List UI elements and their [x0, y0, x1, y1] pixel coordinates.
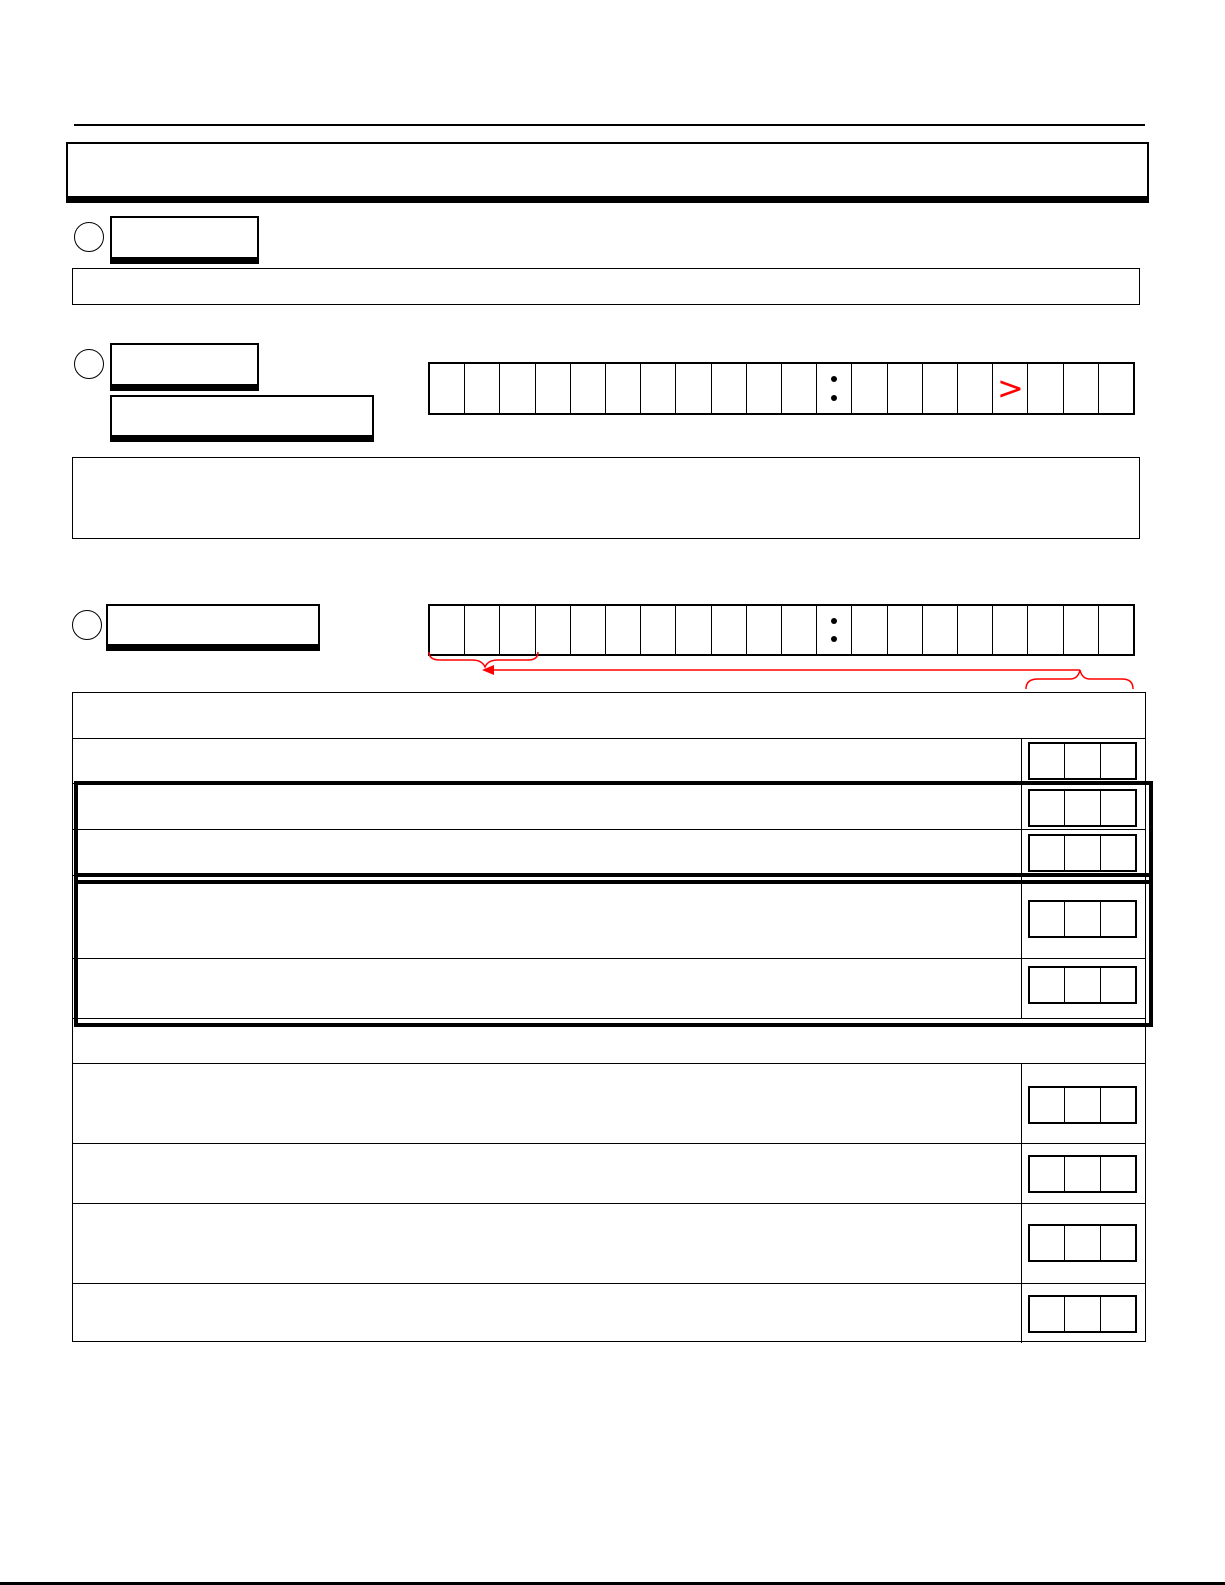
code-cell[interactable]: [747, 606, 782, 654]
section-1-label: [110, 216, 259, 264]
code-cell[interactable]: [536, 606, 571, 654]
code-cell[interactable]: [430, 606, 465, 654]
group-1-header: [73, 693, 1145, 738]
score-input[interactable]: [1028, 789, 1137, 827]
colon-separator: [817, 606, 852, 654]
code-cell[interactable]: [1099, 364, 1133, 413]
code-cell[interactable]: [712, 606, 747, 654]
score-input[interactable]: [1028, 834, 1137, 872]
code-cell[interactable]: [571, 606, 606, 654]
code-cell[interactable]: [958, 364, 993, 413]
score-input[interactable]: [1028, 1086, 1137, 1124]
code-cell[interactable]: [958, 606, 993, 654]
score-cell: [1021, 959, 1145, 1019]
score-cell: [1021, 739, 1145, 784]
code-cell[interactable]: [1064, 606, 1099, 654]
right-brace-icon: [1026, 670, 1133, 689]
code-cell[interactable]: [712, 364, 747, 413]
score-input[interactable]: [1028, 1295, 1137, 1333]
code-cell[interactable]: [1099, 606, 1133, 654]
section-3-label: [106, 604, 320, 651]
code-cell[interactable]: [500, 606, 535, 654]
code-cell[interactable]: [782, 606, 817, 654]
header-rule: [74, 124, 1145, 126]
section-1-marker: [74, 222, 104, 252]
group-2-header: [73, 1018, 1145, 1064]
code-cell[interactable]: [606, 606, 641, 654]
code-cell[interactable]: [1028, 606, 1063, 654]
code-cell[interactable]: [676, 606, 711, 654]
score-input[interactable]: [1028, 1224, 1137, 1262]
score-cell: [1021, 830, 1145, 876]
section-2-code-cells[interactable]: [428, 362, 1135, 415]
greater-than-mark: >: [996, 369, 1024, 407]
section-2-input[interactable]: [72, 457, 1140, 539]
section-2-label: [110, 343, 259, 391]
code-cell[interactable]: [430, 364, 465, 413]
code-cell[interactable]: [923, 364, 958, 413]
code-cell[interactable]: [888, 364, 923, 413]
score-cell: [1021, 876, 1145, 959]
code-cell[interactable]: [852, 364, 887, 413]
table-row: [73, 1283, 1145, 1343]
code-cell[interactable]: [782, 364, 817, 413]
form-title-box: [66, 142, 1149, 203]
arrow-head-icon: [482, 665, 494, 675]
annotation-arrow-icon: [420, 650, 1145, 695]
section-3-marker: [72, 610, 102, 640]
section-3-code-cells[interactable]: [428, 604, 1135, 656]
code-cell[interactable]: [1028, 364, 1063, 413]
colon-separator: [817, 364, 852, 413]
code-cell[interactable]: [923, 606, 958, 654]
section-2-sublabel: [110, 395, 374, 442]
score-input[interactable]: [1028, 742, 1137, 780]
score-cell: [1021, 1204, 1145, 1284]
code-cell[interactable]: [888, 606, 923, 654]
table-row: [73, 829, 1145, 876]
score-cell: [1021, 1284, 1145, 1343]
score-cell: [1021, 784, 1145, 830]
score-input[interactable]: [1028, 900, 1137, 938]
code-cell[interactable]: [641, 364, 676, 413]
table-row: [73, 875, 1145, 959]
code-cell[interactable]: [606, 364, 641, 413]
left-brace-icon: [429, 652, 538, 667]
code-cell[interactable]: [536, 364, 571, 413]
table-row: [73, 1143, 1145, 1204]
code-cell[interactable]: [465, 606, 500, 654]
code-cell[interactable]: [571, 364, 606, 413]
scoring-table: [72, 692, 1146, 1342]
score-cell: [1021, 1064, 1145, 1144]
code-cell[interactable]: [641, 606, 676, 654]
table-row: [73, 1063, 1145, 1144]
score-input[interactable]: [1028, 1155, 1137, 1193]
code-cell[interactable]: [676, 364, 711, 413]
code-cell[interactable]: [747, 364, 782, 413]
section-1-input[interactable]: [72, 268, 1140, 305]
code-cell-comparison[interactable]: [993, 364, 1028, 413]
code-cell[interactable]: [993, 606, 1028, 654]
score-cell: [1021, 1144, 1145, 1204]
table-row: [73, 958, 1145, 1019]
code-cell[interactable]: [500, 364, 535, 413]
table-row: [73, 738, 1145, 784]
section-2-marker: [74, 349, 104, 379]
code-cell[interactable]: [465, 364, 500, 413]
code-cell[interactable]: [852, 606, 887, 654]
table-row: [73, 1203, 1145, 1284]
table-row: [73, 783, 1145, 830]
code-cell[interactable]: [1064, 364, 1099, 413]
score-input[interactable]: [1028, 966, 1137, 1004]
